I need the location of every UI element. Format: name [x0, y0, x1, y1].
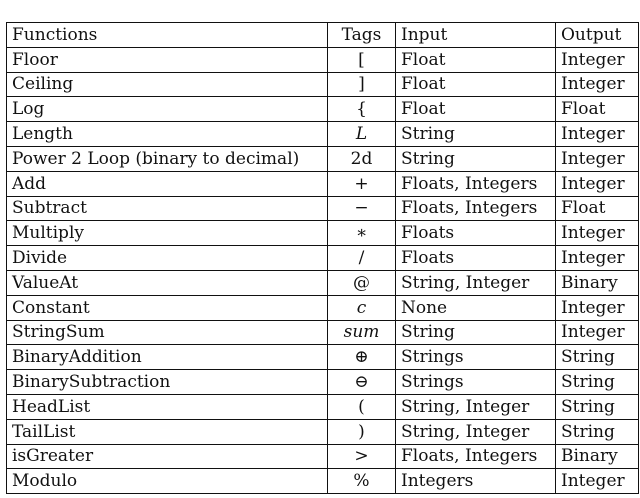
- table-row: [7, 47, 639, 72]
- tag-cell: −: [328, 196, 396, 221]
- table-row: [7, 146, 639, 171]
- function-name-cell: Multiply: [7, 221, 328, 246]
- tag-cell: ]: [328, 72, 396, 97]
- tag-cell: 2d: [328, 146, 396, 171]
- header-output: Output: [556, 23, 639, 48]
- output-type-cell: Float: [556, 196, 639, 221]
- output-type-cell: Integer: [556, 295, 639, 320]
- output-type-cell: Integer: [556, 469, 639, 494]
- table-row: [7, 122, 639, 147]
- tag-cell: [: [328, 47, 396, 72]
- header-functions: Functions: [7, 23, 328, 48]
- function-name-cell: Ceiling: [7, 72, 328, 97]
- input-type-cell: Floats: [396, 221, 556, 246]
- tag-cell: @: [328, 270, 396, 295]
- function-name-cell: Floor: [7, 47, 328, 72]
- input-type-cell: String: [396, 146, 556, 171]
- function-name-cell: TailList: [7, 419, 328, 444]
- function-name-cell: BinaryAddition: [7, 345, 328, 370]
- output-type-cell: Integer: [556, 47, 639, 72]
- input-type-cell: Floats, Integers: [396, 444, 556, 469]
- output-type-cell: Integer: [556, 72, 639, 97]
- output-type-cell: Integer: [556, 171, 639, 196]
- tag-cell: ): [328, 419, 396, 444]
- output-type-cell: Integer: [556, 146, 639, 171]
- function-name-cell: Length: [7, 122, 328, 147]
- table-row: [7, 196, 639, 221]
- table-header-row: [7, 23, 639, 48]
- table-row: [7, 270, 639, 295]
- output-type-cell: String: [556, 370, 639, 395]
- table-row: [7, 345, 639, 370]
- input-type-cell: Strings: [396, 370, 556, 395]
- input-type-cell: Strings: [396, 345, 556, 370]
- tag-cell: >: [328, 444, 396, 469]
- table-row: [7, 419, 639, 444]
- function-name-cell: Subtract: [7, 196, 328, 221]
- table-body: [7, 47, 639, 493]
- tag-cell: (: [328, 394, 396, 419]
- table-row: [7, 320, 639, 345]
- input-type-cell: Integers: [396, 469, 556, 494]
- table-row: [7, 469, 639, 494]
- input-type-cell: String: [396, 122, 556, 147]
- table-row: [7, 72, 639, 97]
- output-type-cell: Binary: [556, 270, 639, 295]
- tag-cell: ⊖: [328, 370, 396, 395]
- input-type-cell: Float: [396, 97, 556, 122]
- tag-cell: ∗: [328, 221, 396, 246]
- tag-cell: %: [328, 469, 396, 494]
- table-row: [7, 97, 639, 122]
- input-type-cell: String, Integer: [396, 419, 556, 444]
- output-type-cell: String: [556, 419, 639, 444]
- table-row: [7, 394, 639, 419]
- output-type-cell: String: [556, 394, 639, 419]
- function-name-cell: ValueAt: [7, 270, 328, 295]
- input-type-cell: Float: [396, 72, 556, 97]
- table-row: [7, 221, 639, 246]
- function-name-cell: Log: [7, 97, 328, 122]
- tag-cell: c: [328, 295, 396, 320]
- input-type-cell: String, Integer: [396, 394, 556, 419]
- table-row: [7, 171, 639, 196]
- header-input: Input: [396, 23, 556, 48]
- output-type-cell: Binary: [556, 444, 639, 469]
- tag-cell: sum: [328, 320, 396, 345]
- output-type-cell: Integer: [556, 122, 639, 147]
- output-type-cell: Float: [556, 97, 639, 122]
- table-row: [7, 370, 639, 395]
- function-name-cell: BinarySubtraction: [7, 370, 328, 395]
- function-name-cell: Constant: [7, 295, 328, 320]
- function-name-cell: HeadList: [7, 394, 328, 419]
- input-type-cell: Floats: [396, 246, 556, 271]
- function-name-cell: Power 2 Loop (binary to decimal): [7, 146, 328, 171]
- output-type-cell: Integer: [556, 221, 639, 246]
- function-name-cell: Divide: [7, 246, 328, 271]
- input-type-cell: None: [396, 295, 556, 320]
- tag-cell: ⊕: [328, 345, 396, 370]
- header-tags: Tags: [328, 23, 396, 48]
- input-type-cell: String: [396, 320, 556, 345]
- tag-cell: +: [328, 171, 396, 196]
- output-type-cell: String: [556, 345, 639, 370]
- output-type-cell: Integer: [556, 320, 639, 345]
- input-type-cell: Floats, Integers: [396, 196, 556, 221]
- functions-table: [6, 22, 639, 494]
- function-name-cell: Modulo: [7, 469, 328, 494]
- input-type-cell: Float: [396, 47, 556, 72]
- output-type-cell: Integer: [556, 246, 639, 271]
- table-row: [7, 246, 639, 271]
- tag-cell: {: [328, 97, 396, 122]
- tag-cell: L: [328, 122, 396, 147]
- input-type-cell: Floats, Integers: [396, 171, 556, 196]
- function-name-cell: Add: [7, 171, 328, 196]
- input-type-cell: String, Integer: [396, 270, 556, 295]
- function-name-cell: StringSum: [7, 320, 328, 345]
- tag-cell: /: [328, 246, 396, 271]
- table-row: [7, 444, 639, 469]
- table-row: [7, 295, 639, 320]
- function-name-cell: isGreater: [7, 444, 328, 469]
